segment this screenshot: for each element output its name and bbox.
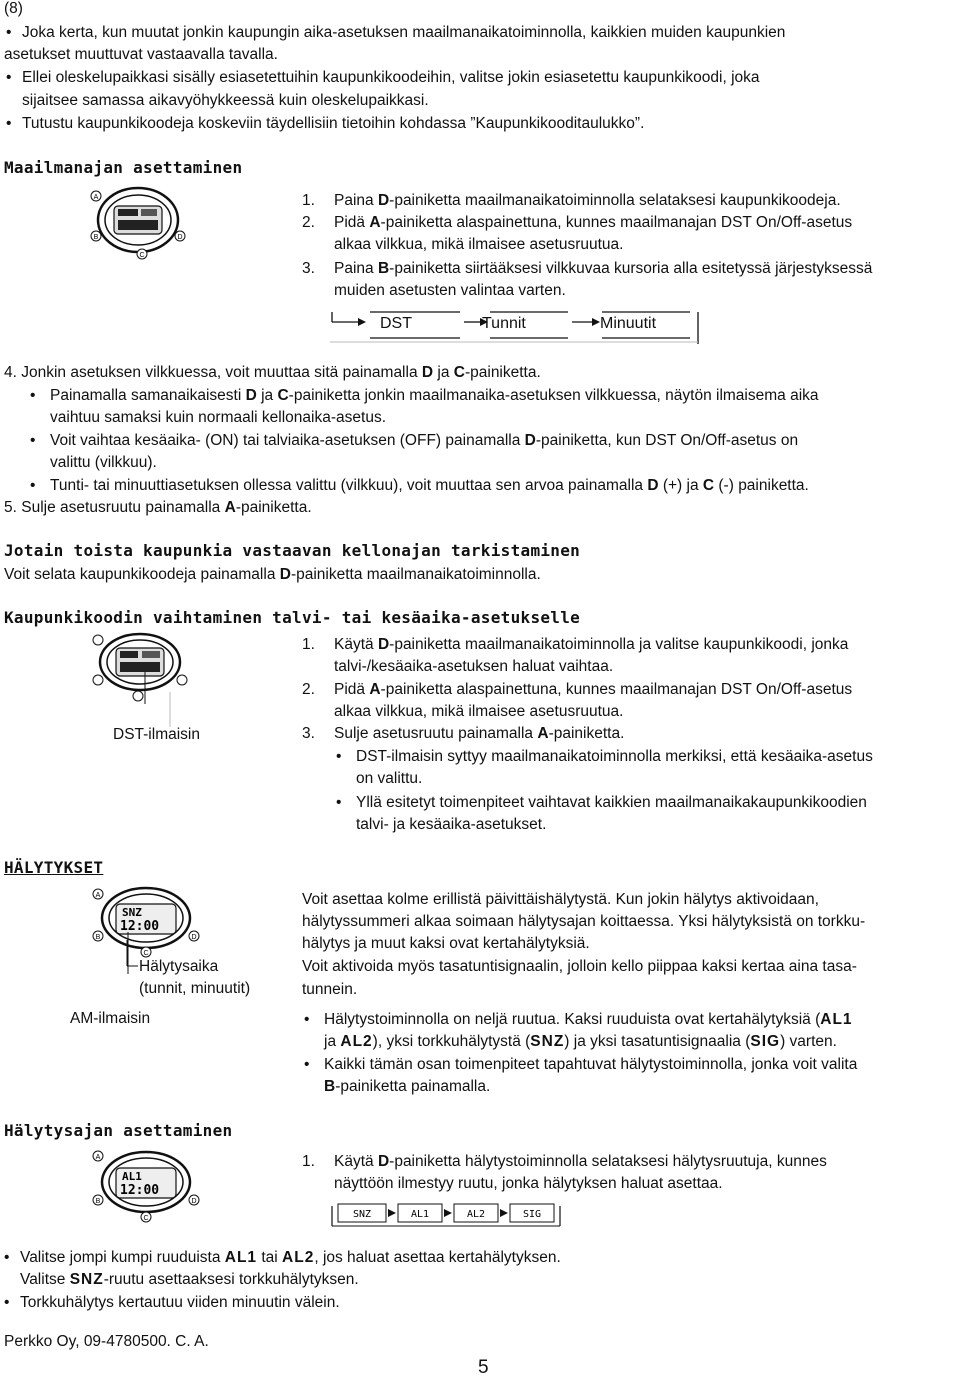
bullet-dot: • [336, 748, 342, 765]
bullet-text: Hälytystoiminnolla on neljä ruutua. Kaksi ruuduista ovat kertahälytyksiä ( [324, 1011, 821, 1028]
svg-text:A: A [95, 1154, 101, 1161]
alarm-set-step-1-num: 1. [302, 1153, 315, 1170]
bullet-dot: • [30, 387, 36, 404]
flow-screen-al2: AL2 [466, 1209, 486, 1220]
bullet-text: Valitse [20, 1271, 70, 1288]
step-text: Sulje asetusruutu painamalla [334, 725, 538, 742]
check-city-text [4, 564, 541, 587]
svg-text:C: C [143, 1215, 149, 1222]
key-d: D [524, 432, 536, 449]
world-time-bullet-1 [50, 385, 819, 408]
step-text: Pidä [334, 214, 370, 231]
dst-step-2-num: 2. [302, 681, 315, 698]
bullet-text: (+) ja [658, 477, 703, 494]
bullet-text: -painiketta, kun DST On/Off-asetus on [535, 432, 799, 449]
alarms-para1-line3: hälytys ja muut kaksi ovat kertahälytyksiä. [302, 935, 590, 952]
world-time-bullet-2 [50, 430, 798, 453]
step-text: -painiketta alaspainettuna, kunnes maailmanajan DST On/Off-asetus [380, 214, 853, 231]
alarms-para1-line2: hälytyssummeri alkaa soimaan hälytysajan koittaessa. Yksi hälytyksistä on torkku- [302, 913, 866, 930]
code-al1: AL1 [224, 1249, 258, 1266]
step-text: -painiketta alaspainettuna, kunnes maailmanajan DST On/Off-asetus [380, 681, 853, 698]
bullet-text: ja [324, 1033, 341, 1050]
flow-step-minuutit: Minuutit [600, 315, 657, 332]
alarm-set-bullet-1-line2 [20, 1269, 359, 1292]
alarm-set-display-bottom: 12:00 [120, 1183, 160, 1198]
key-d: D [279, 566, 291, 583]
dst-bullet-2-line2: talvi- ja kesäaika-asetukset. [356, 816, 547, 833]
bullet-text: Tunti- tai minuuttiasetuksen ollessa valittu (vilkkuu), voit muuttaa sen arvoa painamalla [50, 477, 648, 494]
step-text: Paina [334, 260, 378, 277]
step-text: -painiketta siirtääksesi vilkkuvaa kursoria alla esitetyssä järjestyksessä [389, 260, 873, 277]
bullet-text: tai [257, 1249, 283, 1266]
bullet-dot: • [4, 1249, 10, 1266]
step-text: -painiketta. [235, 499, 312, 516]
step-number: 1. [302, 192, 315, 209]
bullet-dot: • [304, 1056, 310, 1073]
svg-text:B: B [95, 1198, 101, 1205]
bullet-dot: • [6, 115, 12, 132]
bullet-text: -painiketta jonkin maailmanaika-asetuksen vilkkuessa, näytön ilmaisema aika [288, 387, 819, 404]
bullet-text: ) varten. [780, 1033, 837, 1050]
watch-illustration-alarm-set [88, 1146, 208, 1224]
flow-screen-snz: SNZ [352, 1209, 372, 1220]
bullet-text: ) ja yksi tasatuntisignaalia ( [564, 1033, 751, 1050]
intro-bullet-1-line1: Joka kerta, kun muutat jonkin kaupungin aika-asetuksen maailmanaikatoiminnolla, kaikkien muiden kaupunkien [22, 24, 786, 41]
world-time-step-3-line2: muiden asetusten valintaa varten. [334, 282, 566, 299]
alarm-set-display-top: AL1 [122, 1170, 142, 1183]
key-c: C [277, 387, 289, 404]
key-a: A [224, 499, 236, 516]
section-heading-alarms: HÄLYTYKSET [4, 858, 104, 877]
step-text: Jonkin asetuksen vilkkuessa, voit muuttaa sitä painamalla [21, 364, 422, 381]
alarms-para1-line1: Voit asettaa kolme erillistä päivittäishälytystä. Kun jokin hälytys aktivoidaan, [302, 891, 819, 908]
world-time-step-2-num: 2. [302, 214, 315, 231]
dst-step-3-text [334, 723, 624, 746]
dst-step-2-text [334, 679, 852, 702]
step-text: -painiketta maailmanaikatoiminnolla selataksesi kaupunkikoodeja. [389, 192, 841, 209]
key-d: D [377, 192, 390, 209]
dst-step-1-text [334, 634, 848, 657]
dst-step-3-num: 3. [302, 725, 315, 742]
step-text: -painiketta hälytystoiminnolla selataksesi hälytysruutuja, kunnes [389, 1153, 827, 1170]
alarms-bullet-2-line2 [324, 1076, 490, 1099]
code-al2: AL2 [282, 1249, 315, 1266]
bullet-text: Painamalla samanaikaisesti [50, 387, 246, 404]
svg-text:C: C [143, 950, 149, 957]
alarms-bullet-1-line2 [324, 1031, 837, 1054]
key-b: B [377, 260, 390, 277]
alarm-time-label-1: Hälytysaika [139, 958, 219, 975]
svg-text:D: D [191, 1198, 197, 1205]
code-snz: SNZ [69, 1271, 104, 1288]
svg-text:B: B [95, 934, 101, 941]
alarms-para2-line1: Voit aktivoida myös tasatuntisignaalin, jolloin kello piippaa kaksi kertaa aina tasa- [302, 958, 857, 975]
button-letter-a: A [93, 194, 99, 201]
code-al2: AL2 [340, 1033, 373, 1050]
alarms-bullet-1 [324, 1009, 853, 1032]
body-text: -painiketta maailmanaikatoiminnolla. [290, 566, 541, 583]
alarms-para2-line2: tunnein. [302, 981, 358, 998]
code-sig: SIG [750, 1033, 781, 1050]
key-a: A [369, 214, 381, 231]
button-letter-c: C [139, 252, 145, 259]
world-time-step-5 [4, 497, 312, 520]
bullet-text: , jos haluat asettaa kertahälytyksen. [314, 1249, 561, 1266]
dst-step-2-line2: alkaa vilkkua, mikä ilmaisee asetusruutua. [334, 703, 624, 720]
step-number: 5. [4, 499, 17, 516]
alarm-display-top: SNZ [122, 906, 142, 919]
world-time-step-1-text [334, 190, 841, 213]
dst-step-1-line2: talvi-/kesäaika-asetuksen haluat vaihtaa. [334, 658, 614, 675]
flow-screen-sig: SIG [522, 1209, 542, 1220]
section-heading-alarm-set: Hälytysajan asettaminen [4, 1121, 233, 1140]
bullet-text: Voit vaihtaa kesäaika- (ON) tai talviaika-asetuksen (OFF) painamalla [50, 432, 525, 449]
world-time-bullet-1-line2: vaihtuu samaksi kuin normaali kellonaika-asetus. [50, 409, 386, 426]
alarm-set-step-1-text [334, 1151, 827, 1174]
key-d: D [421, 364, 434, 381]
key-d: D [377, 636, 390, 653]
alarm-set-step-1-line2: näyttöön ilmestyy ruutu, jonka hälytyksen haluat asettaa. [334, 1175, 723, 1192]
intro-bullet-2-line1: Ellei oleskelupaikkasi sisälly esiasetettuihin kaupunkikoodeihin, valitse jokin esiasetettu kaupunkikoodi, joka [22, 69, 760, 86]
key-a: A [537, 725, 549, 742]
intro-bullet-2-line2: sijaitsee samassa aikavyöhykkeessä kuin oleskelupaikkasi. [22, 92, 429, 109]
intro-bullet-1-line2: asetukset muuttuvat vastaavalla tavalla. [4, 46, 278, 63]
bullet-dot: • [6, 69, 12, 86]
watch-illustration-world-time [88, 182, 188, 260]
world-time-step-3-num: 3. [302, 260, 315, 277]
world-time-bullet-2-line2: valittu (vilkkuu). [50, 454, 157, 471]
dst-indicator-label: DST-ilmaisin [113, 726, 200, 743]
step-text: Pidä [334, 681, 370, 698]
step-text: Käytä [334, 1153, 378, 1170]
step-text: Käytä [334, 636, 378, 653]
world-time-bullet-3 [50, 475, 809, 498]
code-al1: AL1 [820, 1011, 853, 1028]
flow-step-tunnit: Tunnit [482, 315, 526, 332]
svg-text:A: A [95, 892, 101, 899]
step-text: Sulje asetusruutu painamalla [21, 499, 225, 516]
bullet-text: -painiketta painamalla. [335, 1078, 491, 1095]
alarm-display-bottom: 12:00 [120, 919, 160, 934]
world-time-step-4 [4, 362, 541, 385]
bullet-dot: • [30, 432, 36, 449]
dst-step-1-num: 1. [302, 636, 315, 653]
dst-bullet-2: Yllä esitetyt toimenpiteet vaihtavat kaikkien maailmanaikakaupunkikoodien [356, 794, 867, 811]
dst-bullet-1-line2: on valittu. [356, 770, 423, 787]
button-letter-b: B [93, 234, 99, 241]
key-a: A [369, 681, 381, 698]
intro-bullet-3: Tutustu kaupunkikoodeja koskeviin täydellisiin tietoihin kohdassa ”Kaupunkikooditaulukko”. [22, 115, 645, 132]
key-d: D [647, 477, 659, 494]
bullet-dot: • [6, 24, 12, 41]
step-text: ja [433, 364, 454, 381]
key-c: C [453, 364, 465, 381]
world-time-step-2-text [334, 212, 852, 235]
footer-company: Perkko Oy, 09-4780500. C. A. [4, 1333, 209, 1350]
bullet-text: Valitse jompi kumpi ruuduista [20, 1249, 225, 1266]
am-indicator-label: AM-ilmaisin [70, 1010, 151, 1027]
step-text: Paina [334, 192, 378, 209]
section-heading-check-city: Jotain toista kaupunkia vastaavan kellonajan tarkistaminen [4, 541, 581, 560]
dst-bullet-1: DST-ilmaisin syttyy maailmanaikatoiminnolla merkiksi, että kesäaika-asetus [356, 748, 873, 765]
step-number: 4. [4, 364, 17, 381]
step-text: -painiketta maailmanaikatoiminnolla ja valitse kaupunkikoodi, jonka [389, 636, 849, 653]
body-text: Voit selata kaupunkikoodeja painamalla [4, 566, 280, 583]
world-time-step-1 [302, 190, 315, 213]
page-label: (8) [4, 0, 23, 17]
alarm-screen-sequence-diagram [330, 1200, 570, 1230]
bullet-text: (-) painiketta. [714, 477, 809, 494]
svg-text:D: D [191, 934, 197, 941]
bullet-text: ), yksi torkkuhälytystä ( [372, 1033, 531, 1050]
alarm-time-label-2: (tunnit, minuutit) [139, 980, 251, 997]
alarms-bullet-2: Kaikki tämän osan toimenpiteet tapahtuvat hälytystoiminnolla, jonka voit valita [324, 1056, 858, 1073]
bullet-dot: • [30, 477, 36, 494]
bullet-text: -ruutu asettaaksesi torkkuhälytyksen. [103, 1271, 359, 1288]
section-heading-dst: Kaupunkikoodin vaihtaminen talvi- tai kesäaika-asetukselle [4, 608, 581, 627]
alarm-set-bullet-2: Torkkuhälytys kertautuu viiden minuutin välein. [20, 1294, 340, 1311]
button-letter-d: D [177, 234, 183, 241]
key-b: B [324, 1078, 336, 1095]
bullet-text: ja [256, 387, 278, 404]
bullet-dot: • [4, 1294, 10, 1311]
step-text: -painiketta. [464, 364, 541, 381]
alarm-set-bullet-1 [20, 1247, 561, 1270]
bullet-dot: • [336, 794, 342, 811]
step-text: -painiketta. [548, 725, 625, 742]
section-heading-world-time: Maailmanajan asettaminen [4, 158, 243, 177]
flow-step-dst: DST [380, 315, 412, 332]
page-number: 5 [478, 1357, 489, 1378]
code-snz: SNZ [530, 1033, 565, 1050]
bullet-dot: • [304, 1011, 310, 1028]
key-c: C [702, 477, 715, 494]
world-time-step-2-line2: alkaa vilkkua, mikä ilmaisee asetusruutua. [334, 236, 624, 253]
flow-screen-al1: AL1 [410, 1209, 430, 1220]
key-d: D [245, 387, 257, 404]
world-time-step-3-text [334, 258, 872, 281]
key-d: D [377, 1153, 390, 1170]
